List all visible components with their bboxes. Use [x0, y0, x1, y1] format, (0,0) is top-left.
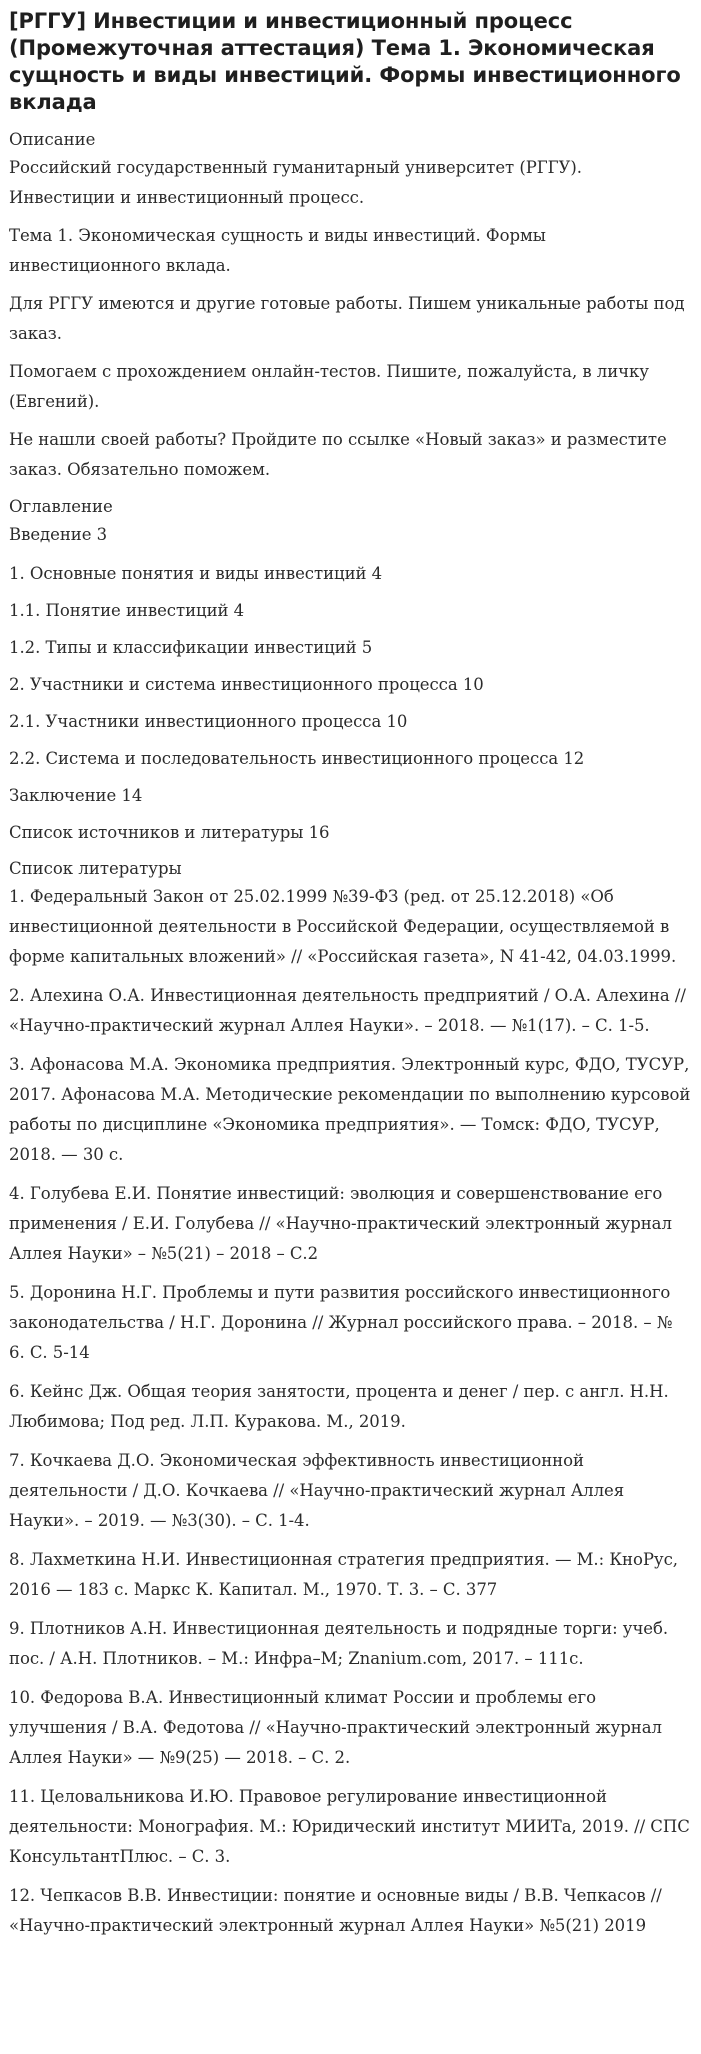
references-label: Список литературы — [9, 859, 182, 878]
references-section — [9, 855, 693, 1941]
toc-label: Оглавление — [9, 497, 113, 516]
reference-item: 8. Лахметкина Н.И. Инвестиционная стратегия предприятия. — М.: КноРус, 2016 — 183 с. Маркс К. Капитал. М., 1970. Т. 3. – С. 377 — [9, 1550, 678, 1599]
reference-item: 7. Кочкаева Д.О. Экономическая эффективность инвестиционной деятельности / Д.О. Кочкаева // «Научно-практический журнал Аллея Науки». – 2019. — №3(30). – С. 1-4. — [9, 1451, 625, 1530]
reference-item: 3. Афонасова М.А. Экономика предприятия. Электронный курс, ФДО, ТУСУР, 2017. Афонасова М.А. Методические рекомендации по выполнению курсовой работы по дисциплине «Экономика предприятия». — Томск: ФДО, ТУСУР, 2018. — 30 с. — [9, 1055, 691, 1164]
reference-item: 2. Алехина О.А. Инвестиционная деятельность предприятий / О.А. Алехина // «Научно-практический журнал Аллея Науки». – 2018. — №1(17). – С. 1-5. — [9, 986, 686, 1035]
description-paragraph: Помогаем с прохождением онлайн-тестов. Пишите, пожалуйста, в личку (Евгений). — [9, 362, 649, 411]
toc-item: 1.2. Типы и классификации инвестиций 5 — [9, 638, 373, 657]
toc-item: Введение 3 — [9, 525, 108, 544]
reference-item: 4. Голубева Е.И. Понятие инвестиций: эволюция и совершенствование его применения / Е.И. Голубева // «Научно-практический электронный журнал Аллея Науки» – №5(21) – 2018 – С.2 — [9, 1184, 672, 1263]
description-paragraph: Для РГГУ имеются и другие готовые работы. Пишем уникальные работы под заказ. — [9, 294, 685, 343]
toc-item: 2.2. Система и последовательность инвестиционного процесса 12 — [9, 749, 585, 768]
reference-item: 9. Плотников А.Н. Инвестиционная деятельность и подрядные торги: учеб. пос. / А.Н. Плотников. – М.: Инфра–М; Znanium.com, 2017. – 111с. — [9, 1619, 669, 1668]
toc-item: 2. Участники и система инвестиционного процесса 10 — [9, 675, 484, 694]
reference-item: 5. Доронина Н.Г. Проблемы и пути развития российского инвестиционного законодательства / Н.Г. Доронина // Журнал российского права. – 2018. – № 6. С. 5-14 — [9, 1283, 673, 1362]
toc-item: Заключение 14 — [9, 786, 143, 805]
description-paragraph: Российский государственный гуманитарный университет (РГГУ). Инвестиции и инвестиционный процесс. — [9, 158, 582, 207]
reference-item: 1. Федеральный Закон от 25.02.1999 №39-ФЗ (ред. от 25.12.2018) «Об инвестиционной деятельности в Российской Федерации, осуществляемой в форме капитальных вложений» // «Российская газета», N 41-42, 04.03.1999. — [9, 887, 677, 966]
toc-item: 2.1. Участники инвестиционного процесса 10 — [9, 712, 408, 731]
toc-item: 1.1. Понятие инвестиций 4 — [9, 601, 245, 620]
toc-item: 1. Основные понятия и виды инвестиций 4 — [9, 564, 383, 583]
description-paragraph: Не нашли своей работы? Пройдите по ссылке «Новый заказ» и разместите заказ. Обязательно поможем. — [9, 430, 667, 479]
description-paragraph: Тема 1. Экономическая сущность и виды инвестиций. Формы инвестиционного вклада. — [9, 226, 546, 275]
toc-item: Список источников и литературы 16 — [9, 823, 330, 842]
toc-section — [9, 493, 693, 848]
description-label: Описание — [9, 130, 96, 149]
page-title: [РГГУ] Инвестиции и инвестиционный процесс (Промежуточная аттестация) Тема 1. Экономическая сущность и виды инвестиций. Формы инвестиционного вклада — [9, 9, 681, 114]
description-section — [9, 126, 693, 485]
reference-item: 12. Чепкасов В.В. Инвестиции: понятие и основные виды / В.В. Чепкасов // «Научно-практический электронный журнал Аллея Науки» №5(21) 2019 — [9, 1886, 662, 1935]
reference-item: 10. Федорова В.А. Инвестиционный климат России и проблемы его улучшения / В.А. Федотова // «Научно-практический электронный журнал Аллея Науки» — №9(25) — 2018. – С. 2. — [9, 1688, 662, 1767]
reference-item: 6. Кейнс Дж. Общая теория занятости, процента и денег / пер. с англ. Н.Н. Любимова; Под ред. Л.П. Куракова. М., 2019. — [9, 1382, 669, 1431]
reference-item: 11. Целовальникова И.Ю. Правовое регулирование инвестиционной деятельности: Монография. М.: Юридический институт МИИТа, 2019. // СПС КонсультантПлюс. – С. 3. — [9, 1787, 690, 1866]
